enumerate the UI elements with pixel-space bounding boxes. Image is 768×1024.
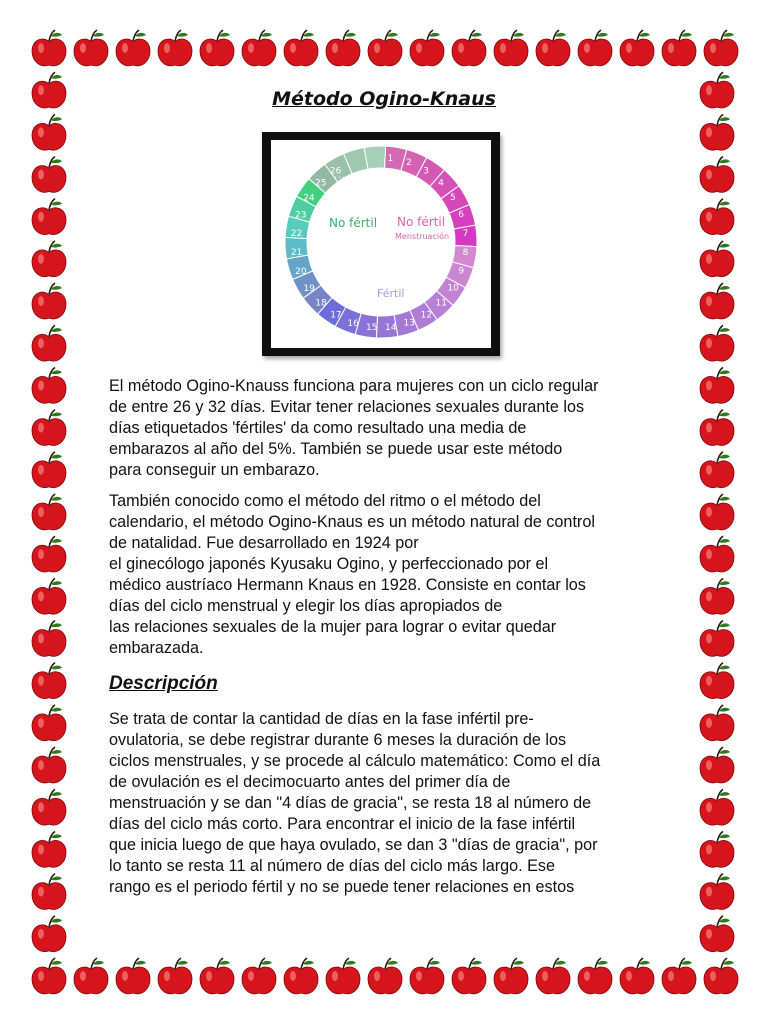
cycle-day-label: 13 <box>403 318 415 329</box>
cycle-day-label: 4 <box>438 178 444 189</box>
text-line: ciclos menstruales, y se procede al cálculo matemático: Como el día <box>109 752 601 770</box>
cycle-day-label: 20 <box>295 266 307 277</box>
text-line: el ginecólogo japonés Kyusaku Ogino, y perfeccionado por el <box>109 555 549 573</box>
cycle-day-label: 15 <box>365 322 378 333</box>
text-line: de entre 26 y 32 días. Evitar tener relaciones sexuales durante los <box>109 398 585 416</box>
cycle-day-label: 7 <box>462 228 469 239</box>
cycle-day-segment <box>364 146 385 169</box>
text-line: médico austríaco Hermann Knaus en 1928. Consiste en contar los <box>109 576 586 594</box>
text-line: rango es el periodo fértil y no se puede tener relaciones en estos <box>109 878 575 896</box>
text-line: días del ciclo menstrual y elegir los días apropiados de <box>109 597 503 615</box>
text-line: días del ciclo más corto. Para encontrar el inicio de la fase infértil <box>109 815 576 833</box>
cycle-day-label: 24 <box>303 193 315 204</box>
cycle-day-sublabel: • • • <box>334 175 345 181</box>
cycle-day-label: 19 <box>303 283 315 294</box>
cycle-day-label: 12 <box>420 310 433 321</box>
cycle-day-label: 23 <box>294 210 307 221</box>
document-title: Método Ogino-Knaus <box>272 88 496 110</box>
cycle-day-label: 1 <box>387 154 394 165</box>
section-heading-descripcion: Descripción <box>109 673 218 694</box>
phase-label-no-fertil-right: No fértil <box>397 215 446 229</box>
cycle-day-label: 3 <box>423 166 429 177</box>
text-line: días etiquetados 'fértiles' da como resultado una media de <box>109 419 527 437</box>
text-line: El método Ogino-Knauss funciona para mujeres con un ciclo regular <box>109 377 599 395</box>
cycle-day-label: 25 <box>315 178 327 189</box>
cycle-day-label: 5 <box>450 193 456 204</box>
cycle-day-label: 16 <box>347 318 359 329</box>
text-line: Se trata de contar la cantidad de días en la fase infértil pre- <box>109 710 534 728</box>
text-line: las relaciones sexuales de la mujer para lograr o evitar quedar <box>109 618 557 636</box>
text-line: calendario, el método Ogino-Knaus es un método natural de control <box>109 513 595 531</box>
phase-label-menstruacion: Menstruación <box>395 232 450 241</box>
text-line: También conocido como el método del ritmo o el método del <box>109 492 541 510</box>
phase-label-fertil: Fértil <box>377 287 405 300</box>
text-line: ovulatoria, se debe registrar durante 6 meses la duración de los <box>109 731 567 749</box>
cycle-day-label: 11 <box>435 298 447 309</box>
text-line: que inicia luego de que haya ovulado, se dan 3 "días de gracia", por <box>109 836 598 854</box>
text-line: embarazada. <box>109 639 204 657</box>
cycle-day-label: 26 <box>329 166 342 177</box>
text-line: de natalidad. Fue desarrollado en 1924 por <box>109 534 419 552</box>
text-line: menstruación y se dan "4 días de gracia", se resta 18 al número de <box>109 794 592 812</box>
menstrual-cycle-wheel <box>271 140 491 348</box>
cycle-day-label: 21 <box>290 248 303 259</box>
text-line: embarazos al año del 5%. También se puede usar este método <box>109 440 563 458</box>
phase-label-no-fertil-left: No fértil <box>329 216 378 230</box>
cycle-day-label: 6 <box>458 210 465 221</box>
paragraph-intro <box>109 376 669 481</box>
paragraph-history <box>109 491 669 659</box>
cycle-day-label: 2 <box>406 158 412 169</box>
text-line: para conseguir un embarazo. <box>109 461 320 479</box>
cycle-day-label: 17 <box>330 310 342 321</box>
cycle-day-label: 14 <box>384 322 397 333</box>
cycle-day-label: 18 <box>315 298 327 309</box>
text-line: de ovulación es el decimocuarto antes del primer día de <box>109 773 511 791</box>
cycle-day-label: 10 <box>447 283 459 294</box>
cycle-figure-frame <box>262 132 500 356</box>
text-line: lo tanto se resta 11 al número de días del ciclo más largo. Ese <box>109 857 555 875</box>
cycle-figure <box>271 140 491 348</box>
cycle-day-label: 9 <box>458 266 465 277</box>
cycle-day-label: 22 <box>290 229 303 240</box>
paragraph-description <box>109 709 669 898</box>
cycle-day-label: 8 <box>462 247 469 258</box>
